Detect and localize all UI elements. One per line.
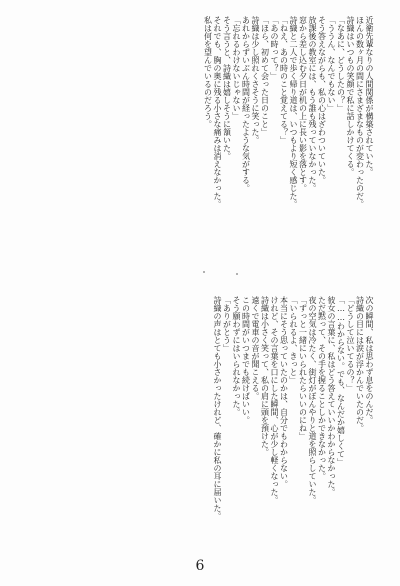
text-line: 詩織は小さく笑って、私の肩に頭を預けた。 <box>260 296 270 456</box>
text-line: 「ずっと一緒にいられたらいいのにね」 <box>298 296 308 440</box>
text-line: 「……わからない。でも、なんだか嬉しくて」 <box>336 296 346 466</box>
text-line: 近衛先輩なりの人間関係が構築されていた。 <box>365 16 374 176</box>
text-line: けれど、その言葉を口にした瞬間、心が少し軽くなった。 <box>270 296 279 504</box>
text-line: 詩織の目には涙が浮かんでいたのだ。 <box>355 296 365 432</box>
text-line: 「ほら、初めて会った日のこと」 <box>260 16 270 136</box>
paper-speck <box>203 271 205 273</box>
text-line: 本当にそう思っていたのかは、自分でもわからない。 <box>279 296 289 488</box>
paper-speck <box>236 273 238 275</box>
text-line: 「ううん、なんでもない」 <box>327 16 336 112</box>
text-line: 「あの時って？」 <box>270 16 279 80</box>
text-line: それでも、胸の奥に残る小さな痛みは消えなかった。 <box>213 16 222 208</box>
text-line: そう答えながらも、私の心はざわついていた。 <box>317 16 327 184</box>
text-line: 遠くで電車の音が聞こえる。 <box>251 296 260 400</box>
text-line: 放課後の教室には、もう誰も残っていなかった。 <box>308 16 317 192</box>
text-line: 「ありがとう」 <box>222 296 232 352</box>
text-line: そう願わずにはいられなかった。 <box>232 296 241 416</box>
text-line: 詩織の声はとても小さかったけれど、確かに私の耳に届いた。 <box>213 296 222 520</box>
text-line: あれからずいぶん時間が経ったような気がする。 <box>241 16 251 192</box>
text-line: 「どうして泣いてるの？」 <box>346 296 355 392</box>
text-line: 詩織と二人で歩く帰り道は、いつもより短く感じた。 <box>289 16 298 208</box>
text-line: 夜の空気は冷たく、街灯がぼんやりと道を照らしていた。 <box>308 296 317 504</box>
lower-text-block <box>30 296 374 562</box>
text-line: 「ねえ、あの時のこと覚えてる？」 <box>279 16 289 144</box>
text-line: 窓から差し込む夕日が机の上に長い影を落とす。 <box>298 16 308 192</box>
text-line: 私は何を望んでいるのだろう。 <box>203 16 213 128</box>
upper-text-block <box>30 16 374 288</box>
text-line: この時間がいつまでも続けばいい。 <box>241 296 251 424</box>
text-line: 詩織はいつもの笑顔で私に話しかけてくる。 <box>346 16 355 176</box>
text-line: 「なあに、どうしたの？」 <box>336 16 346 112</box>
text-line: 「いられるよ、きっと」 <box>289 296 298 384</box>
text-line: 「忘れるわけないじゃない」 <box>232 16 241 120</box>
text-line: ただ黙って、その手を握ることしかできなかった。 <box>317 296 327 480</box>
text-line: 彼女の言葉に、私はどう答えていいかわからなかった。 <box>327 296 336 496</box>
page-number: 6 <box>195 558 205 574</box>
text-line: そう言うと、詩織は嬉しそうに頷いた。 <box>222 16 232 160</box>
text-line: 次の瞬間、私は思わず息をのんだ。 <box>365 296 374 424</box>
text-line: ほんの数ヶ月の間にさまざまなものが変わったのだ。 <box>355 16 365 208</box>
text-line: 詩織は少し照れくさそうに笑った。 <box>251 16 260 144</box>
